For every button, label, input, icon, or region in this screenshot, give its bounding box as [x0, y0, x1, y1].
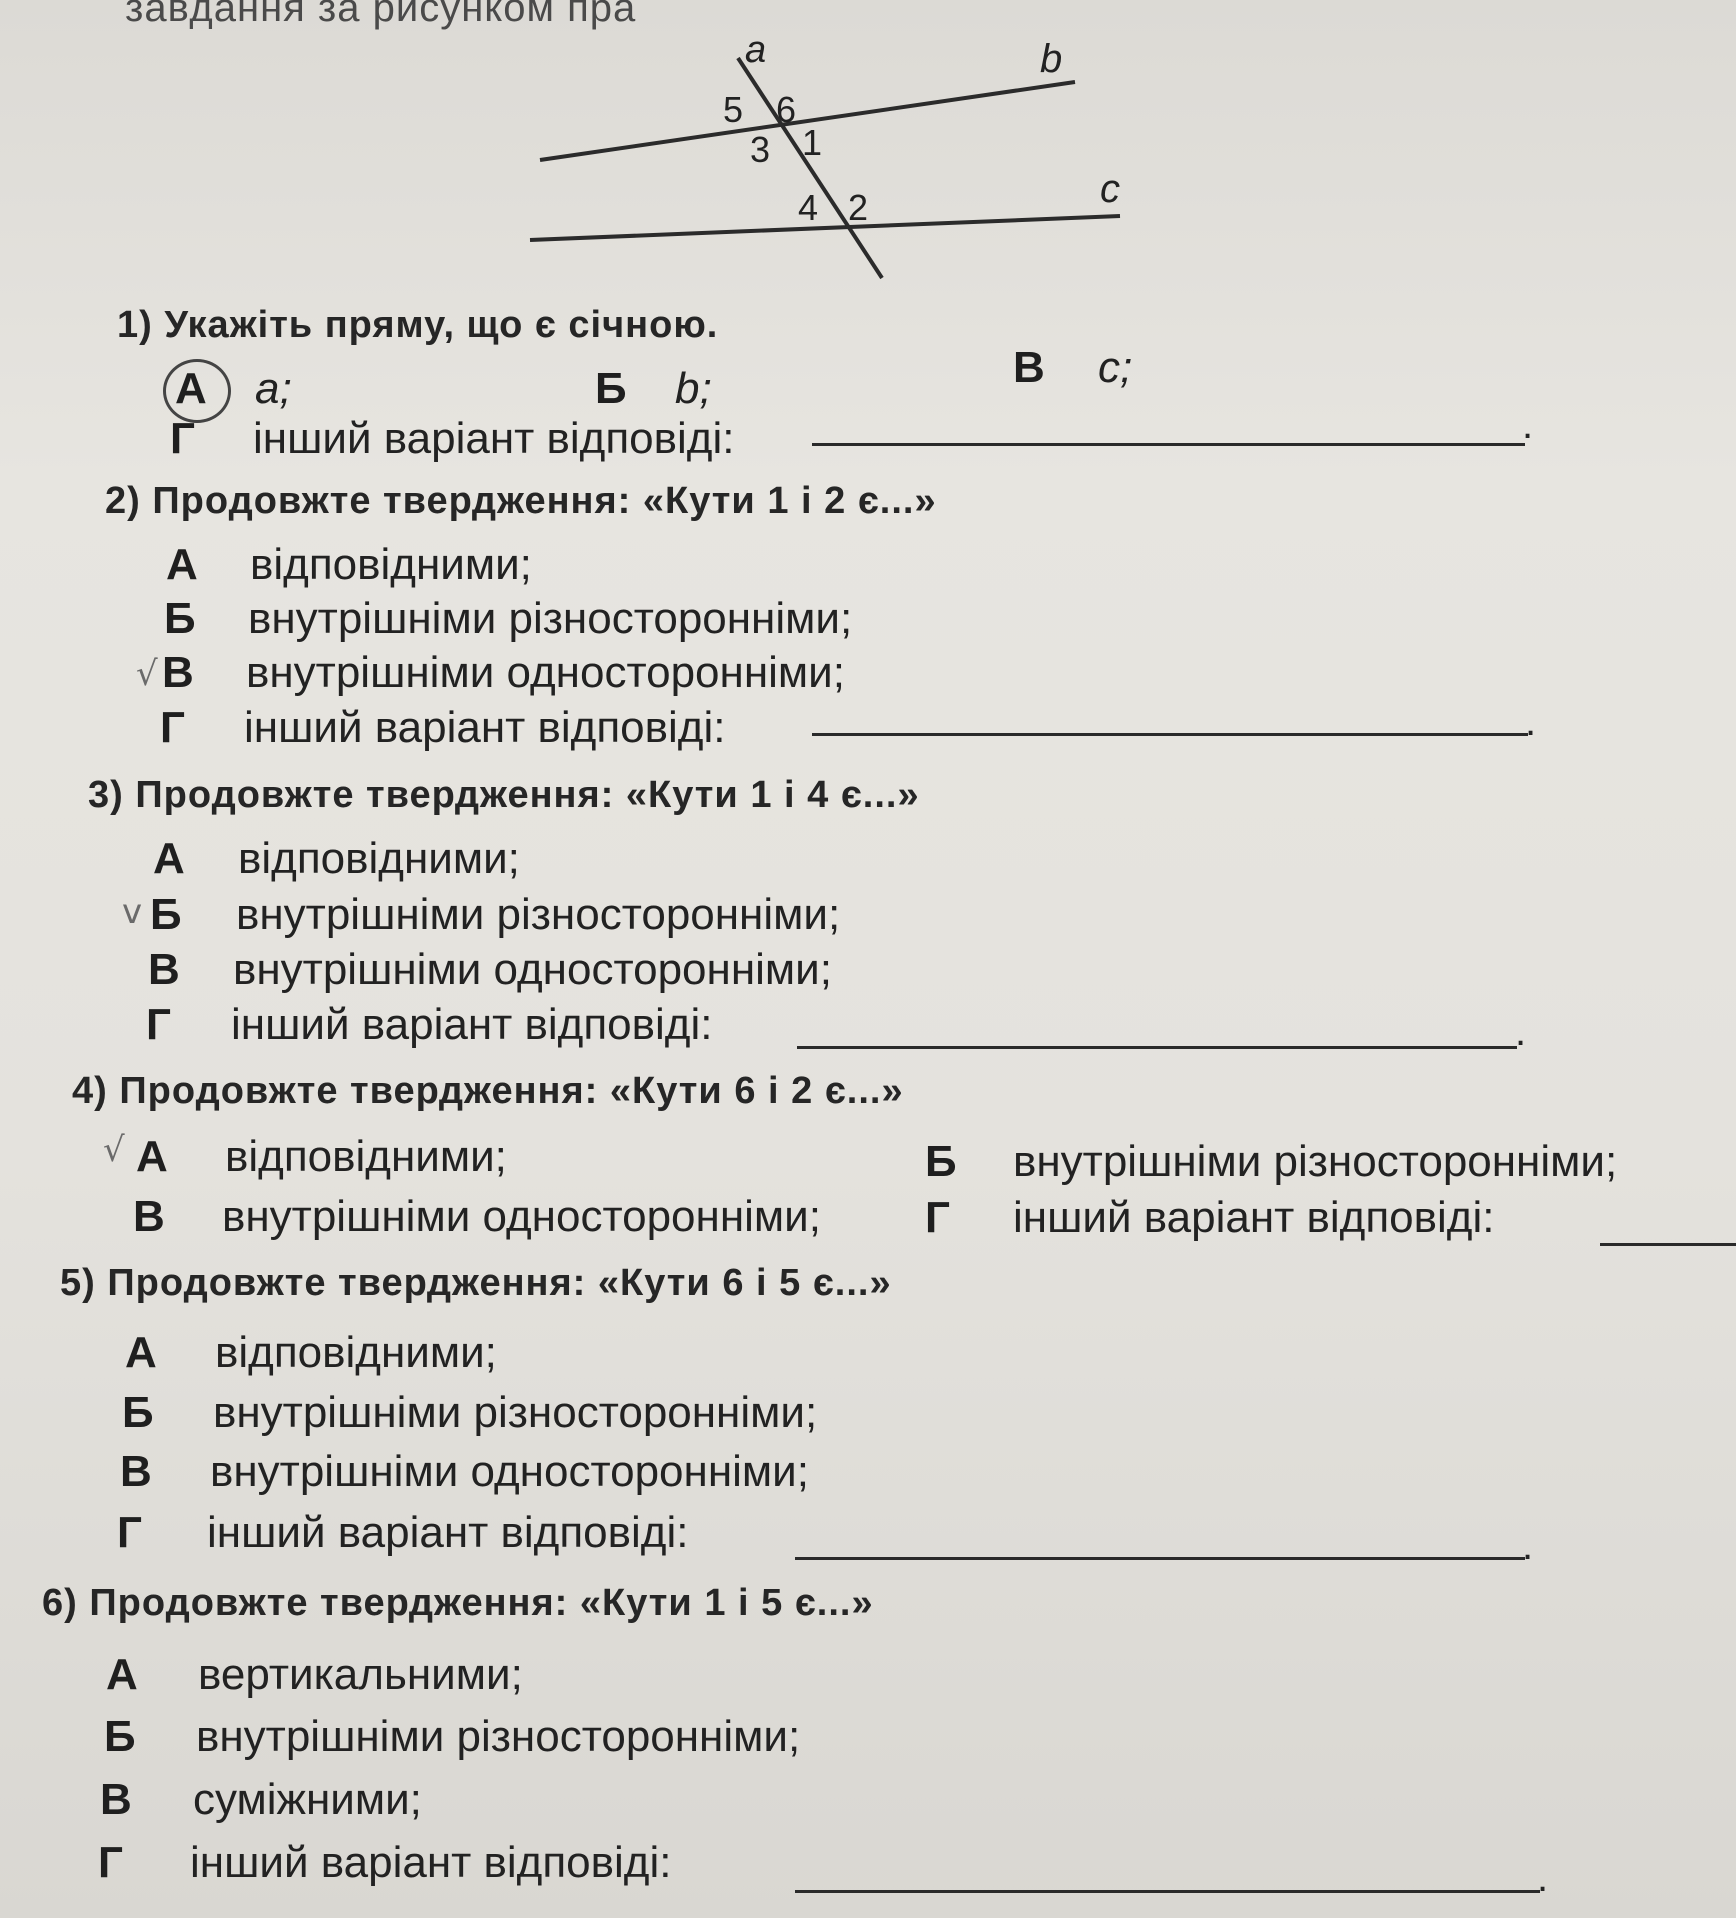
q5-option-a-text[interactable]: відповідними;: [215, 1328, 497, 1377]
line-c: [530, 216, 1120, 240]
q3-option-g-text[interactable]: інший варіант відповіді:: [231, 1000, 713, 1049]
q1-option-a-text[interactable]: a;: [255, 364, 292, 413]
q3-option-b-text[interactable]: внутрішніми різносторонніми;: [236, 890, 841, 939]
q5-option-a-letter[interactable]: А: [125, 1328, 157, 1377]
q2-period: .: [1525, 700, 1537, 744]
check-mark: √: [136, 654, 158, 694]
q2-option-v-letter[interactable]: В: [162, 648, 194, 697]
q4-option-v-letter[interactable]: В: [133, 1192, 165, 1241]
header-text: завдання за рисунком пра: [125, 0, 637, 30]
parallel-lines-figure: [520, 30, 1140, 300]
q2-option-b-text[interactable]: внутрішніми різносторонніми;: [248, 594, 853, 643]
q5-period: .: [1522, 1524, 1534, 1568]
q4-option-a-letter[interactable]: А: [136, 1132, 168, 1181]
question-6-title: 6) Продовжте твердження: «Кути 1 і 5 є...»: [42, 1582, 874, 1624]
angle-6: 6: [776, 89, 797, 130]
question-1-title: 1) Укажіть пряму, що є січною.: [117, 304, 719, 346]
q6-option-b-letter[interactable]: Б: [104, 1712, 136, 1761]
angle-5: 5: [723, 89, 744, 130]
q5-option-v-text[interactable]: внутрішніми односторонніми;: [210, 1447, 809, 1496]
question-3-title: 3) Продовжте твердження: «Кути 1 і 4 є...»: [88, 774, 920, 816]
q5-answer-blank[interactable]: [795, 1557, 1525, 1560]
q3-option-g-letter[interactable]: Г: [146, 1000, 171, 1049]
q3-option-a-text[interactable]: відповідними;: [238, 834, 520, 883]
q6-option-b-text[interactable]: внутрішніми різносторонніми;: [196, 1712, 801, 1761]
question-4-title: 4) Продовжте твердження: «Кути 6 і 2 є...»: [72, 1070, 904, 1112]
q6-option-g-letter[interactable]: Г: [98, 1838, 123, 1887]
q1-answer-blank[interactable]: [812, 443, 1525, 446]
q4-option-g-letter[interactable]: Г: [925, 1193, 950, 1242]
q6-option-a-text[interactable]: вертикальними;: [198, 1650, 523, 1699]
q3-period: .: [1515, 1010, 1527, 1054]
q3-option-v-letter[interactable]: В: [148, 945, 180, 994]
q4-option-b-text[interactable]: внутрішніми різносторонніми;: [1013, 1137, 1618, 1186]
q5-option-v-letter[interactable]: В: [120, 1447, 152, 1496]
q2-option-a-text[interactable]: відповідними;: [250, 540, 532, 589]
q2-option-g-text[interactable]: інший варіант відповіді:: [244, 703, 726, 752]
question-5-title: 5) Продовжте твердження: «Кути 6 і 5 є...»: [60, 1262, 892, 1304]
angle-1: 1: [802, 122, 823, 163]
angle-2: 2: [848, 187, 869, 228]
q1-period: .: [1522, 403, 1534, 447]
angle-3: 3: [750, 129, 771, 170]
q3-option-b-letter[interactable]: Б: [150, 890, 182, 939]
q6-answer-blank[interactable]: [795, 1890, 1540, 1893]
check-mark: v: [122, 892, 143, 932]
q4-option-a-text[interactable]: відповідними;: [225, 1132, 507, 1181]
label-b: b: [1040, 37, 1063, 81]
q1-option-a-letter[interactable]: А: [175, 364, 207, 413]
q1-option-b-letter[interactable]: Б: [595, 364, 627, 413]
q2-option-g-letter[interactable]: Г: [160, 703, 185, 752]
q1-option-v-letter[interactable]: В: [1013, 343, 1045, 392]
q5-option-b-letter[interactable]: Б: [122, 1388, 154, 1437]
q5-option-g-text[interactable]: інший варіант відповіді:: [207, 1508, 689, 1557]
angle-4: 4: [798, 187, 819, 228]
q4-option-b-letter[interactable]: Б: [925, 1137, 957, 1186]
q5-option-b-text[interactable]: внутрішніми різносторонніми;: [213, 1388, 818, 1437]
q1-option-g-letter[interactable]: Г: [170, 414, 195, 463]
q2-answer-blank[interactable]: [812, 733, 1528, 736]
q3-answer-blank[interactable]: [797, 1046, 1517, 1049]
label-c: c: [1100, 167, 1120, 211]
q1-option-b-text[interactable]: b;: [675, 364, 712, 413]
q5-option-g-letter[interactable]: Г: [117, 1508, 142, 1557]
label-a: a: [745, 30, 767, 71]
q4-answer-blank[interactable]: [1600, 1243, 1736, 1246]
q6-option-v-letter[interactable]: В: [100, 1775, 132, 1824]
q2-option-a-letter[interactable]: А: [166, 540, 198, 589]
q6-option-v-text[interactable]: суміжними;: [193, 1775, 422, 1824]
q6-option-g-text[interactable]: інший варіант відповіді:: [190, 1838, 672, 1887]
q1-option-g-text[interactable]: інший варіант відповіді:: [253, 414, 735, 463]
q2-option-b-letter[interactable]: Б: [164, 594, 196, 643]
check-mark: √: [103, 1130, 125, 1170]
q4-option-g-text[interactable]: інший варіант відповіді:: [1013, 1193, 1495, 1242]
q3-option-v-text[interactable]: внутрішніми односторонніми;: [233, 945, 832, 994]
q1-option-v-text[interactable]: c;: [1098, 343, 1133, 392]
q6-period: .: [1537, 1856, 1549, 1900]
question-2-title: 2) Продовжте твердження: «Кути 1 і 2 є...»: [105, 480, 937, 522]
q4-option-v-text[interactable]: внутрішніми односторонніми;: [222, 1192, 821, 1241]
q2-option-v-text[interactable]: внутрішніми односторонніми;: [246, 648, 845, 697]
q3-option-a-letter[interactable]: А: [153, 834, 185, 883]
q6-option-a-letter[interactable]: А: [106, 1650, 138, 1699]
